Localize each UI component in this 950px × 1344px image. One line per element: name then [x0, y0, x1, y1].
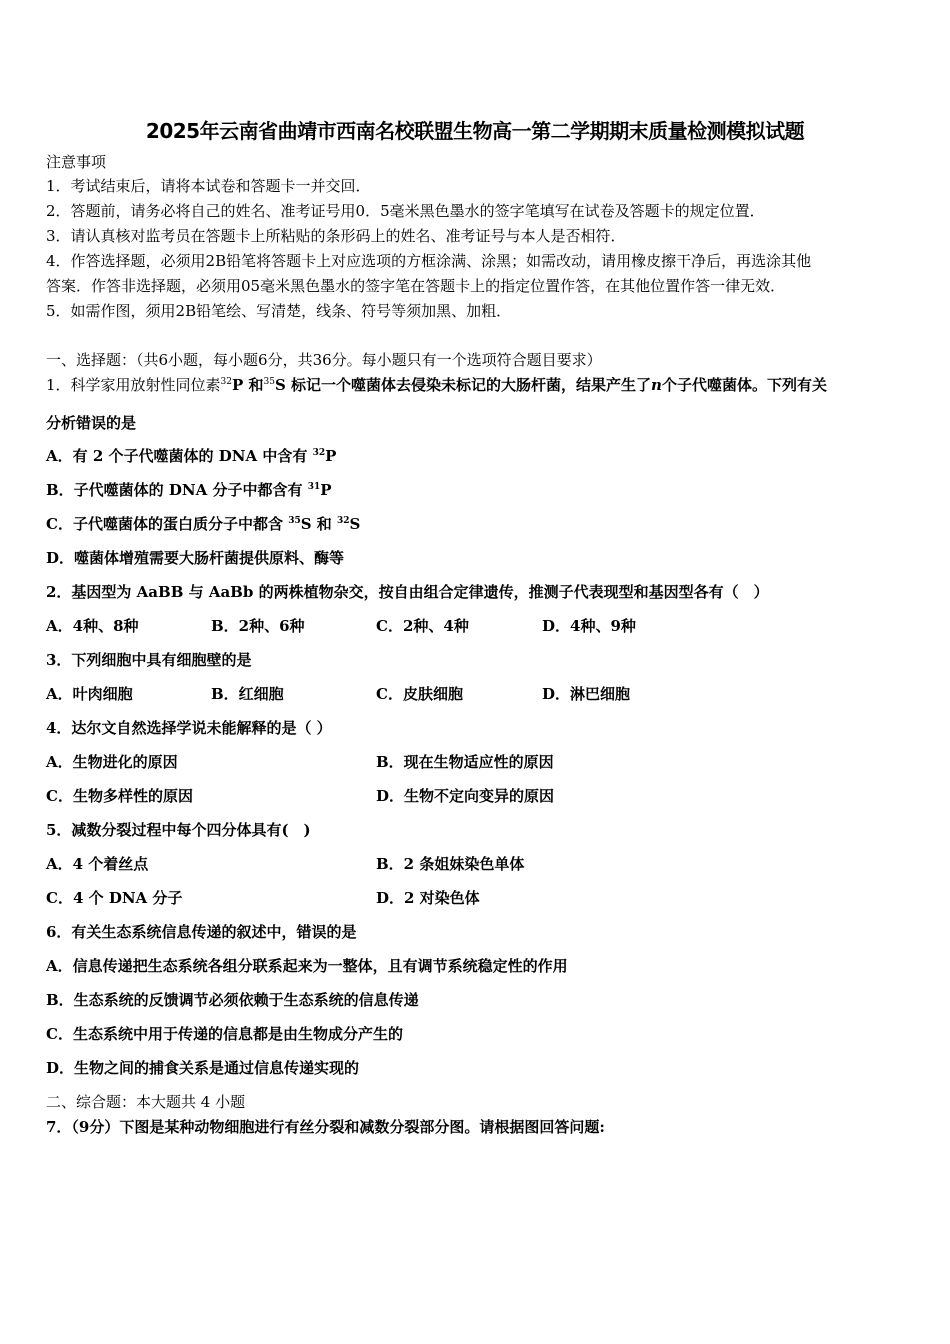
note-item: 3．请认真核对监考员在答题卡上所粘贴的条形码上的姓名、准考证号与本人是否相符． [46, 227, 626, 245]
option-c: C．生物多样性的原因 [46, 787, 193, 805]
text: P 和 [232, 376, 264, 394]
text: C．子代噬菌体的蛋白质分子中都含 [46, 515, 283, 533]
question-2-stem: 2．基因型为 AaBB 与 AaBb 的两株植物杂交，按自由组合定律遗传，推测子代表现型和基因型各有（ ） [46, 583, 769, 601]
question-4-stem: 4．达尔文自然选择学说未能解释的是（ ） [46, 719, 332, 737]
option-b: B．2 条姐妹染色单体 [376, 855, 525, 873]
text: S [349, 515, 361, 533]
text: S 和 [300, 515, 332, 533]
option-d: D．噬菌体增殖需要大肠杆菌提供原料、酶等 [46, 549, 345, 567]
option-b: B．2种、6种 [211, 617, 305, 635]
option-a: A．4种、8种 [46, 617, 139, 635]
option-d: D．2 对染色体 [376, 889, 480, 907]
note-item: 5．如需作图，须用2B铅笔绘、写清楚，线条、符号等须加黑、加粗． [46, 302, 512, 320]
page-title: 2025年云南省曲靖市西南名校联盟生物高一第二学期期末质量检测模拟试题 [145, 119, 805, 143]
text: B．子代噬菌体的 DNA 分子中都含有 [46, 481, 303, 499]
option-c: C．4 个 DNA 分子 [46, 889, 183, 907]
option-d: D．生物之间的捕食关系是通过信息传递实现的 [46, 1059, 360, 1077]
sup: 35 [288, 516, 301, 526]
question-1-stem [46, 375, 827, 395]
option-a: A．生物进化的原因 [46, 753, 178, 771]
option-b: B．红细胞 [211, 685, 284, 703]
question-7-stem: 7．（9分）下图是某种动物细胞进行有丝分裂和减数分裂部分图。请根据图回答问题: [46, 1118, 605, 1136]
sup: 32 [220, 377, 232, 387]
question-3-stem: 3．下列细胞中具有细胞壁的是 [46, 651, 252, 669]
option-b: B．生态系统的反馈调节必须依赖于生态系统的信息传递 [46, 991, 419, 1009]
notes-heading: 注意事项 [46, 153, 107, 171]
option-b [46, 480, 332, 500]
option-c: C．2种、4种 [376, 617, 469, 635]
text: n [651, 376, 662, 394]
question-5-stem: 5．减数分裂过程中每个四分体具有( ) [46, 821, 311, 839]
text: P [320, 481, 332, 499]
note-item: 2．答题前，请务必将自己的姓名、准考证号用0．5毫米黑色墨水的签字笔填写在试卷及答题卡的规定位置． [46, 202, 765, 220]
text: P [325, 447, 337, 465]
option-b: B．现在生物适应性的原因 [376, 753, 554, 771]
note-item: 1．考试结束后，请将本试卷和答题卡一并交回． [46, 177, 371, 195]
note-item: 答案．作答非选择题，必须用05毫米黑色墨水的签字笔在答题卡上的指定位置作答，在其他位置作答一律无效． [46, 277, 786, 295]
option-c: C．生态系统中用于传递的信息都是由生物成分产生的 [46, 1025, 403, 1043]
option-c: C．皮肤细胞 [376, 685, 463, 703]
sup: 31 [307, 482, 321, 492]
sup: 35 [263, 377, 275, 387]
option-d: D．4种、9种 [542, 617, 636, 635]
option-a: A．信息传递把生态系统各组分联系起来为一整体，且有调节系统稳定性的作用 [46, 957, 568, 975]
question-6-stem: 6．有关生态系统信息传递的叙述中，错误的是 [46, 923, 357, 941]
option-d: D．淋巴细胞 [542, 685, 631, 703]
option-a: A．叶肉细胞 [46, 685, 133, 703]
section-heading: 一、选择题：（共6小题，每小题6分，共36分。每小题只有一个选项符合题目要求） [46, 351, 602, 369]
section-heading: 二、综合题：本大题共 4 小题 [46, 1093, 246, 1111]
option-c [46, 514, 360, 534]
text: A．有 2 个子代噬菌体的 DNA 中含有 [46, 447, 308, 465]
option-a: A．4 个着丝点 [46, 855, 149, 873]
question-1-stem-line2: 分析错误的是 [46, 414, 137, 432]
text: 1．科学家用放射性同位素 [46, 376, 221, 394]
option-a [46, 446, 336, 466]
note-item: 4．作答选择题，必须用2B铅笔将答题卡上对应选项的方框涂满、涂黑；如需改动，请用橡皮擦干净后，再选涂其他 [46, 252, 812, 270]
text: S 标记一个噬菌体去侵染未标记的大肠杆菌，结果产生了 [274, 376, 652, 394]
sup: 32 [312, 448, 326, 458]
sup: 32 [337, 516, 350, 526]
text: 个子代噬菌体。下列有关 [661, 376, 827, 394]
option-d: D．生物不定向变异的原因 [376, 787, 555, 805]
